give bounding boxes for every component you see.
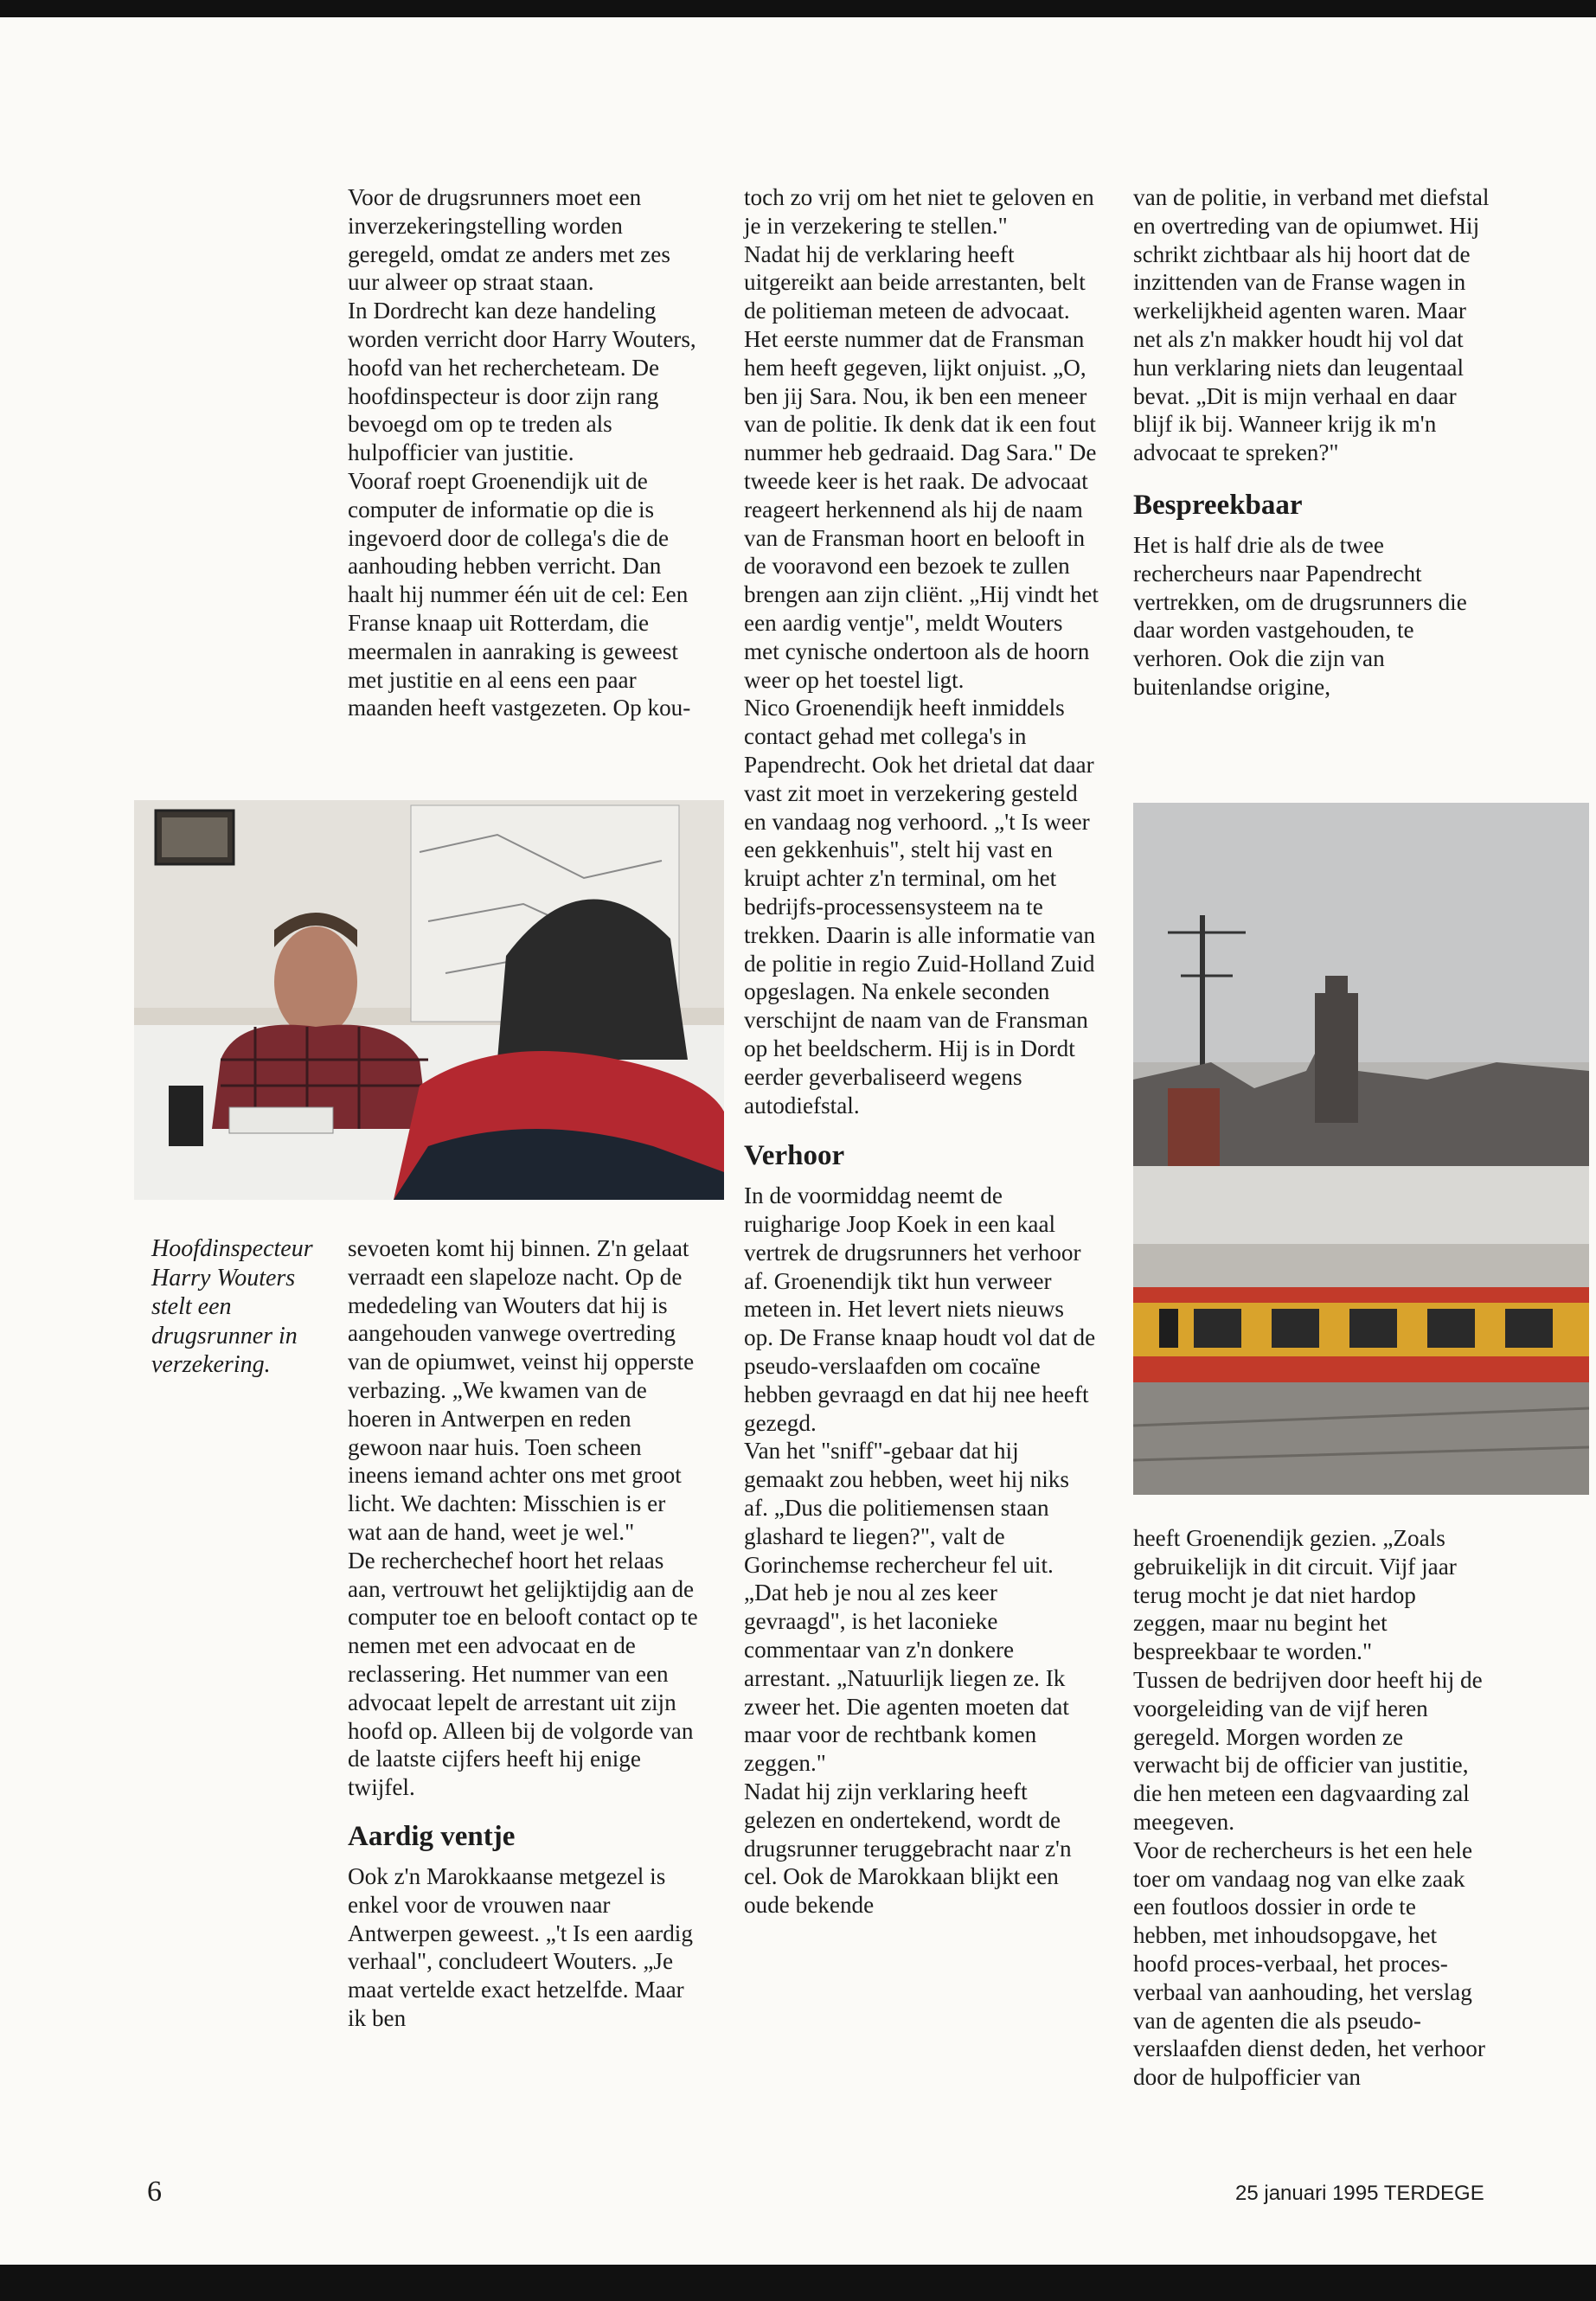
paragraph: sevoeten komt hij binnen. Z'n gelaat verraadt een slapeloze nacht. Op de mededeling van Wouters dat hij is aangehouden vanwege overtreding van de opiumwet, veinst hij opperste verbazing. „We kwamen van de hoeren in Antwerpen en reden gewoon naar huis. Toen scheen ineens iemand achter ons met groot licht. We dachten: Misschien is er wat aan de hand, weet je wel." (348, 1235, 695, 1545)
column-3-bottom (1133, 1524, 1492, 2092)
heading-aardig-ventje: Aardig ventje (348, 1820, 516, 1852)
photo-caption: Hoofdinspecteur Harry Wouters stelt een drugsrunner in verzekering. (151, 1235, 313, 1378)
paragraph: Vooraf roept Groenendijk uit de computer de informatie op die is ingevoerd door de collega's die de aanhouding hebben verricht. Dan haalt hij nummer één uit de cel: Een Franse knaap uit Rotterdam, die meermalen in aanraking is geweest met justitie en al eens een paar maanden heeft vastgezeten. Op kou- (348, 467, 691, 721)
paragraph: Voor de drugsrunners moet een inverzekeringstelling worden geregeld, omdat ze anders met zes uur alweer op straat staan. (348, 184, 670, 296)
paragraph: Voor de rechercheurs is het een hele toer om vandaag nog van elke zaak een foutloos dossier in orde te hebben, met inhoudsopgave, het hoofd proces-verbaal, het proces-verbaal van aanhouding, het verslag van de agenten die als pseudo-verslaafden dienst deden, het verhoor door de hulpofficier van (1133, 1836, 1485, 2091)
heading-bespreekbaar: Bespreekbaar (1133, 489, 1303, 521)
paragraph: Nadat hij zijn verklaring heeft gelezen en ondertekend, wordt de drugsrunner teruggebracht naar z'n cel. Ook de Marokkaan blijkt een oude bekende (744, 1779, 1072, 1919)
photo-inspector-office (134, 800, 724, 1200)
paragraph: Nadat hij de verklaring heeft uitgereikt aan beide arrestanten, belt de politieman meteen de advocaat. Het eerste nummer dat de Fransman hem heeft gegeven, lijkt onjuist. „O, ben jij Sara. Nou, ik ben een meneer van de politie. Ik denk dat ik een fout nummer heb gedraaid. Dag Sara." De tweede keer is het raak. De advocaat reageert herkennend als hij de naam van de Fransman hoort en belooft in de vooravond een bezoek te zullen brengen aan zijn cliënt. „Hij vindt het een aardig ventje", meldt Wouters met cynische ondertoon als de hoorn weer op het toestel ligt. (744, 240, 1099, 693)
footer-issue-date: 25 januari 1995 TERDEGE (1235, 2182, 1484, 2205)
paragraph: In Dordrecht kan deze handeling worden verricht door Harry Wouters, hoofd van het rechercheteam. De hoofdinspecteur is door zijn rang bevoegd om op te treden als hulpofficier van justitie. (348, 298, 696, 466)
top-border (0, 0, 1596, 17)
paragraph: Ook z'n Marokkaanse metgezel is enkel voor de vrouwen naar Antwerpen geweest. „'t Is een aardig verhaal", concludeert Wouters. „Je maat vertelde exact hetzelfde. Maar ik ben (348, 1862, 693, 2031)
paragraph: Het is half drie als de twee rechercheurs naar Papendrecht vertrekken, om de drugsrunners die daar worden vastgehouden, te verhoren. Ook die zijn van buitenlandse origine, (1133, 531, 1467, 700)
page-number: 6 (147, 2176, 162, 2208)
paragraph: Nico Groenendijk heeft inmiddels contact gehad met collega's in Papendrecht. Ook het drietal dat daar vast zit moet in verzekering gesteld en vandaag nog verhoord. „'t Is weer een gekkenhuis", stelt hij vast en kruipt achter z'n terminal, om het bedrijfs-processensysteem na te trekken. Daarin is alle informatie van de politie in regio Zuid-Holland Zuid opgeslagen. Na enkele seconden verschijnt de naam van de Fransman op het beeldscherm. Hij is in Dordt eerder geverbaliseerd wegens autodiefstal. (744, 695, 1096, 1118)
column-3-top (1133, 183, 1492, 702)
paragraph: De recherchechef hoort het relaas aan, vertrouwt het gelijktijdig aan de computer toe en belooft contact op te nemen met een advocaat en de reclassering. Het nummer van een advocaat lepelt de arrestant uit zijn hoofd op. Alleen bij de volgorde van de laatste cijfers heeft hij enige twijfel. (348, 1547, 698, 1801)
paragraph: heeft Groenendijk gezien. „Zoals gebruikelijk in dit circuit. Vijf jaar terug mocht je dat niet hardop zeggen, maar nu begint het bespreekbaar te worden." (1133, 1525, 1457, 1665)
heading-verhoor: Verhoor (744, 1140, 845, 1172)
bottom-border (0, 2265, 1596, 2301)
column-2 (744, 183, 1099, 1920)
photo-dordrecht-train (1133, 803, 1589, 1495)
paragraph: Tussen de bedrijven door heeft hij de voorgeleiding van de vijf heren geregeld. Morgen worden ze verwacht bij de officier van justitie, die hen meteen een dagvaarding zal meegeven. (1133, 1666, 1483, 1835)
paragraph: Van het "sniff"-gebaar dat hij gemaakt zou hebben, weet hij niks af. „Dus die politiemensen staan glashard te liegen?", valt de Gorinchemse rechercheur fel uit. „Dat heb je nou al zes keer gevraagd", is het laconieke commentaar van z'n donkere arrestant. „Natuurlijk liegen ze. Ik zweer het. Die agenten moeten dat maar voor de rechtbank komen zeggen." (744, 1438, 1069, 1777)
paragraph: toch zo vrij om het niet te geloven en je in verzekering te stellen." (744, 184, 1094, 239)
column-1-bottom (348, 1234, 702, 2033)
paragraph: van de politie, in verband met diefstal en overtreding van de opiumwet. Hij schrikt zichtbaar als hij hoort dat de inzittenden van de Franse wagen in werkelijkheid agenten waren. Maar net als z'n makker houdt hij vol dat hun verklaring niets dan leugentaal bevat. „Dit is mijn verhaal en daar blijf ik bij. Wanneer krijg ik m'n advocaat te spreken?" (1133, 184, 1490, 466)
column-1-top (348, 183, 702, 722)
paragraph: In de voormiddag neemt de ruigharige Joop Koek in een kaal vertrek de drugsrunners het verhoor af. Groenendijk tikt hun verweer meteen in. Het levert niets nieuws op. De Franse knaap houdt vol dat de pseudo-verslaafden om cocaïne hebben gevraagd en dat hij nee heeft gezegd. (744, 1183, 1096, 1436)
